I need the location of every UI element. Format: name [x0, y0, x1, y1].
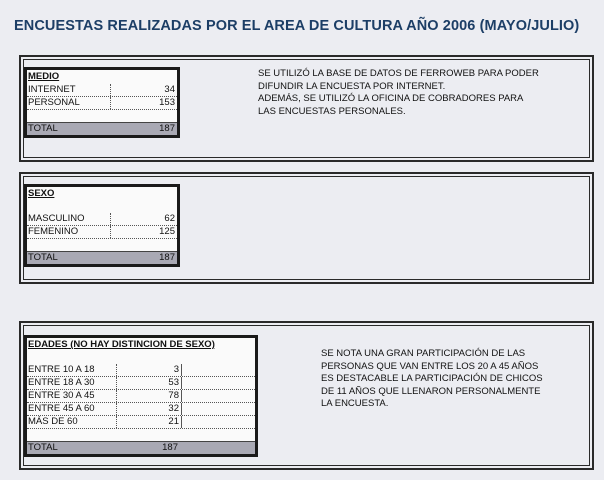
total-row — [27, 251, 177, 264]
row-value: 153 — [159, 97, 175, 108]
row-value: 78 — [117, 390, 182, 402]
medio-note — [258, 68, 588, 118]
row-value: 125 — [159, 226, 175, 237]
edades-panel — [19, 321, 594, 470]
page-title: ENCUESTAS REALIZADAS POR EL AREA DE CULTURA AÑO 2006 (MAYO/JULIO) — [14, 18, 580, 34]
note-line: ES DESTACABLE LA PARTICIPACIÓN DE CHICOS — [321, 373, 543, 384]
total-value: 187 — [159, 123, 175, 134]
total-row — [27, 122, 177, 135]
sexo-panel — [19, 172, 594, 284]
note-line: SE NOTA UNA GRAN PARTICIPACIÓN DE LAS — [321, 348, 526, 359]
edades-table-header: EDADES (NO HAY DISTINCION DE SEXO) — [28, 339, 215, 350]
note-line: DIFUNDIR LA ENCUESTA POR INTERNET. — [258, 80, 446, 92]
spacer-row — [27, 352, 255, 364]
row-label: MASCULINO — [27, 213, 111, 225]
row-value: 34 — [164, 84, 175, 95]
row-label: PERSONAL — [27, 97, 111, 109]
table-row — [27, 364, 255, 377]
total-value: 187 — [162, 442, 178, 453]
spacer-row — [27, 239, 177, 251]
row-label: MÁS DE 60 — [27, 416, 117, 428]
row-value: 53 — [117, 377, 182, 389]
spacer-row — [27, 429, 255, 441]
medio-table — [24, 67, 180, 138]
row-label: ENTRE 10 A 18 — [27, 364, 117, 376]
table-row — [27, 390, 255, 403]
total-label: TOTAL — [28, 123, 58, 134]
row-value: 3 — [117, 364, 182, 376]
sexo-table — [24, 184, 180, 267]
row-label: ENTRE 30 A 45 — [27, 390, 117, 402]
note-line: PERSONAS QUE VAN ENTRE LOS 20 A 45 AÑOS — [321, 360, 539, 372]
note-line: ADEMÁS, SE UTILIZÓ LA OFICINA DE COBRADORES PARA — [258, 93, 524, 104]
table-row — [27, 84, 177, 97]
row-label: INTERNET — [27, 84, 111, 96]
table-row — [27, 226, 177, 239]
table-row — [27, 97, 177, 110]
edades-table — [24, 335, 258, 457]
note-line: LAS ENCUESTAS PERSONALES. — [258, 105, 406, 117]
note-line: SE UTILIZÓ LA BASE DE DATOS DE FERROWEB PARA PODER — [258, 68, 539, 79]
table-row — [27, 377, 255, 390]
total-value: 187 — [159, 252, 175, 263]
row-value: 62 — [164, 213, 175, 224]
row-label: ENTRE 45 A 60 — [27, 403, 117, 415]
note-line: LA ENCUESTA. — [321, 398, 389, 409]
row-value: 21 — [117, 416, 182, 428]
medio-panel — [19, 55, 594, 162]
total-label: TOTAL — [28, 252, 58, 263]
row-value: 32 — [117, 403, 182, 415]
sexo-table-header: SEXO — [28, 188, 55, 199]
note-line: DE 11 AÑOS QUE LLENARON PERSONALMENTE — [321, 385, 541, 397]
medio-table-header: MEDIO — [28, 71, 60, 82]
total-row — [27, 441, 255, 454]
table-row — [27, 416, 255, 429]
table-row — [27, 213, 177, 226]
total-label: TOTAL — [28, 442, 58, 453]
table-row — [27, 403, 255, 416]
spacer-row — [27, 110, 177, 122]
row-label: FEMENINO — [27, 226, 111, 238]
row-label: ENTRE 18 A 30 — [27, 377, 117, 389]
spacer-row — [27, 201, 177, 213]
edades-note — [321, 348, 571, 411]
